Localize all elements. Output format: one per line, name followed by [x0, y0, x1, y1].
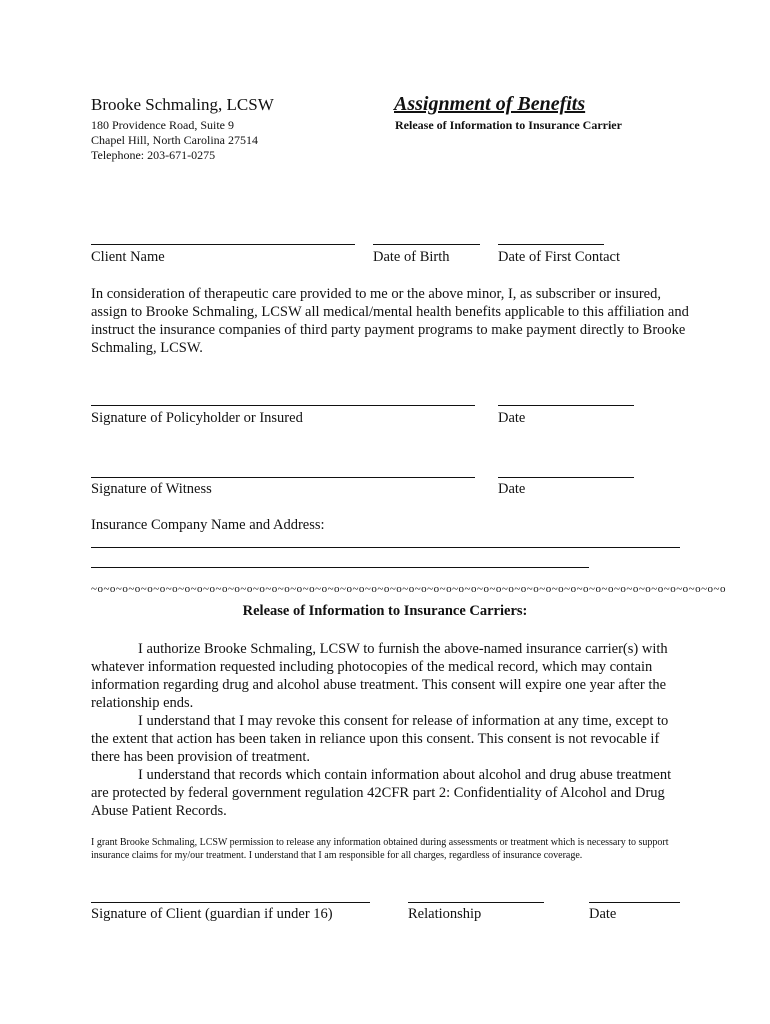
relationship-line[interactable]	[408, 902, 544, 903]
form-title: Assignment of Benefits	[394, 93, 586, 115]
provider-name: Brooke Schmaling, LCSW	[91, 95, 274, 114]
insurance-company-line-1[interactable]	[91, 547, 680, 548]
witness-date-line[interactable]	[498, 477, 634, 478]
first-contact-label: Date of First Contact	[498, 249, 621, 265]
policyholder-date-label: Date	[498, 410, 526, 426]
provider-phone: Telephone: 203-671-0275	[91, 148, 216, 162]
first-contact-line[interactable]	[498, 244, 604, 245]
release-paragraph-1: I authorize Brooke Schmaling, LCSW to furnish the above-named insurance carrier(s) with whatever information requested including photocopies of the medical record, which may contain information regarding drug and alcohol abuse treatment. This consent will expire one year after the relationship ends.	[91, 641, 668, 711]
decorative-divider: ~o~o~o~o~o~o~o~o~o~o~o~o~o~o~o~o~o~o~o~o~o~o~o~o~o~o~o~o~o~o~o~o~o~o~o~o~o~o~o~o~o~o~o~o~o~o~o~o~o~o~o	[91, 583, 727, 595]
client-name-line[interactable]	[91, 244, 355, 245]
release-paragraph-2: I understand that I may revoke this consent for release of information at any time, except to the extent that action has been taken in reliance upon this consent. This consent is not revocable if there has been provision of treatment.	[91, 713, 669, 765]
witness-signature-label: Signature of Witness	[91, 481, 212, 497]
assignment-paragraph: In consideration of therapeutic care provided to me or the above minor, I, as subscriber or insured, assign to Brooke Schmaling, LCSW all medical/mental health benefits applicable to this affiliation and instruct the insurance companies of third party payment programs to make payment directly to Brooke Schmaling, LCSW.	[91, 286, 689, 356]
release-paragraph-3: I understand that records which contain information about alcohol and drug abuse treatment are protected by federal government regulation 42CFR part 2: Confidentiality of Alcohol and Drug Abuse Patient Records.	[91, 767, 672, 819]
client-date-line[interactable]	[589, 902, 680, 903]
dob-label: Date of Birth	[373, 249, 450, 265]
release-heading: Release of Information to Insurance Carriers:	[242, 603, 528, 619]
witness-date-label: Date	[498, 481, 526, 497]
release-paragraphs	[91, 640, 683, 820]
client-signature-line[interactable]	[91, 902, 370, 903]
dob-line[interactable]	[373, 244, 480, 245]
policyholder-date-line[interactable]	[498, 405, 634, 406]
client-signature-label: Signature of Client (guardian if under 16)	[91, 906, 333, 922]
policyholder-signature-label: Signature of Policyholder or Insured	[91, 410, 303, 426]
insurance-company-line-2[interactable]	[91, 567, 589, 568]
grant-statement: I grant Brooke Schmaling, LCSW permission to release any information obtained during assessments or treatment which is necessary to support insurance claims for my/our treatment. I understand that I am responsible for all charges, regardless of insurance coverage.	[91, 837, 669, 861]
relationship-label: Relationship	[408, 906, 482, 922]
policyholder-signature-line[interactable]	[91, 405, 475, 406]
client-date-label: Date	[589, 906, 617, 922]
provider-address-line1: 180 Providence Road, Suite 9	[91, 118, 234, 132]
witness-signature-line[interactable]	[91, 477, 475, 478]
form-subtitle: Release of Information to Insurance Carrier	[395, 118, 622, 132]
provider-address-line2: Chapel Hill, North Carolina 27514	[91, 133, 258, 147]
insurance-company-label: Insurance Company Name and Address:	[91, 517, 325, 533]
client-name-label: Client Name	[91, 249, 165, 265]
